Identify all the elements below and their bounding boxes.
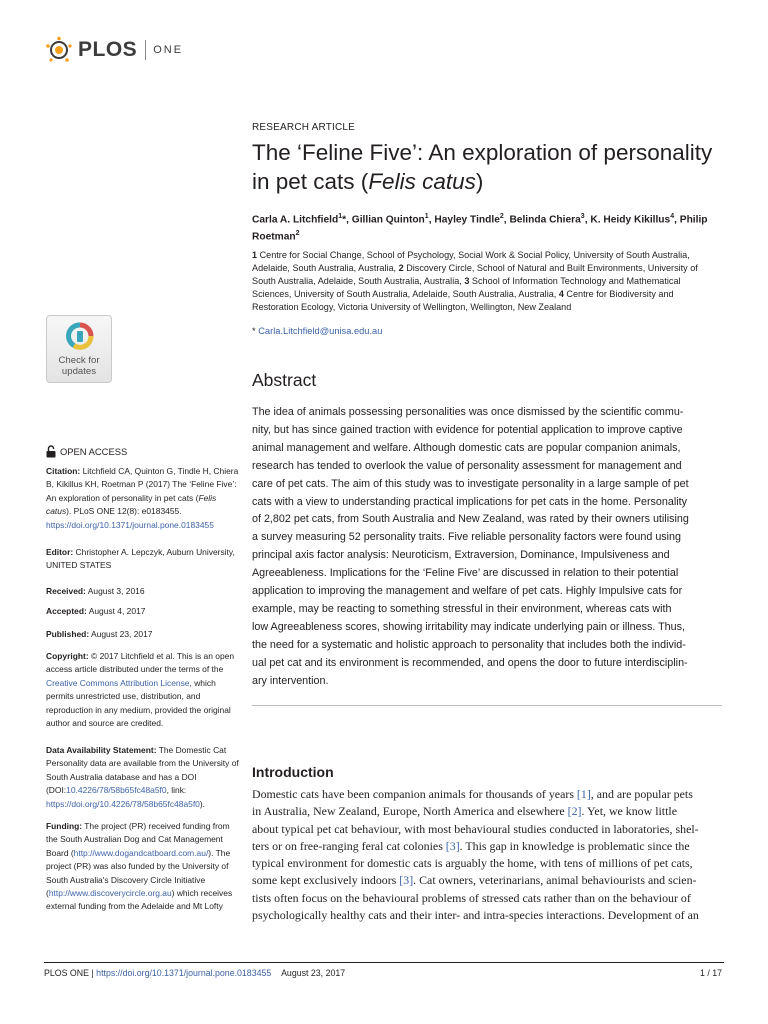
abstract-line: Agreeableness. Implications for the ‘Feline Five’ are discussed in relation to their potential: [252, 567, 679, 580]
author-affiliation-number: 1: [424, 213, 429, 220]
accepted-date: Accepted: August 4, 2017: [46, 606, 146, 616]
abstract-line: the need for a systematic and holistic approach to personality that includes both the individ-: [252, 638, 686, 651]
intro-line: in Australia, New Zealand, Europe, North America and elsewhere [2]. Yet, we know little: [252, 804, 677, 819]
affiliation-text: Discovery Circle, School of Natural and Built Environments, University of South Australia, Adelaide, South Australia, Australia,: [252, 263, 698, 286]
published-date: Published: August 23, 2017: [46, 629, 153, 639]
author-affiliation-number: 2: [499, 213, 504, 220]
author-name: K. Heidy Kikillus: [590, 214, 671, 226]
check-updates-label: Check for updates: [58, 355, 100, 377]
citation: Citation: Litchfield CA, Quinton G, Tindle H, Chiera B, Kikillus KH, Roetman P (2017) The ‘Feline Five’: An exploration of personality in pet cats (Felis catus). PLoS ONE 12(8): e0183455. https://doi.org/10.1371/journal.pone.0183455: [46, 466, 239, 530]
abstract-line: of 2,802 pet cats, from South Australia and New Zealand, was rated by their owners utilising: [252, 513, 689, 526]
affiliation-text: Centre for Social Change, School of Psychology, Social Work & Social Policy, University of South Australia, Adelaide, South Australia, Australia,: [252, 250, 690, 273]
title-line-2: in pet cats (Felis catus): [252, 169, 484, 194]
journal-name: ONE: [153, 44, 184, 56]
corresponding-star: *: [252, 326, 256, 336]
introduction-body: [252, 786, 720, 924]
species-name: Felis catus: [368, 169, 476, 194]
reference-link[interactable]: [3]: [399, 873, 414, 888]
article-type: RESEARCH ARTICLE: [252, 122, 356, 133]
footer-doi-link[interactable]: https://doi.org/10.1371/journal.pone.0183455: [96, 968, 272, 978]
intro-line: about typical pet cat behaviour, with most behavioural studies conducted in laboratories, shel-: [252, 821, 699, 836]
intro-line: some kept exclusively indoors [3]. Cat owners, veterinarians, animal behaviourists and scien-: [252, 873, 697, 888]
corresponding-email[interactable]: [252, 326, 720, 336]
footer-date: August 23, 2017: [281, 968, 346, 978]
abstract-body: [252, 404, 720, 691]
logo-separator: [145, 40, 146, 60]
author-affiliation-number: 3: [580, 213, 585, 220]
section-divider: [252, 705, 722, 706]
check-updates-icon: [66, 322, 94, 350]
footer-info: PLOS ONE | https://doi.org/10.1371/journal.pone.0183455 August 23, 2017: [44, 968, 346, 978]
intro-line: Domestic cats have been companion animals for thousands of years [1], and are popular pets: [252, 787, 693, 801]
author-name: Carla A. Litchfield: [252, 214, 339, 226]
funding-link-1[interactable]: http://www.dogandcatboard.com.au/: [73, 847, 209, 858]
title-line-1: The ‘Feline Five’: An exploration of personality: [252, 140, 713, 165]
affiliation-number: 2: [398, 263, 404, 273]
open-lock-icon: [46, 445, 56, 458]
open-access-label: OPEN ACCESS: [46, 445, 127, 458]
affiliation-text: Centre for Biodiversity and Restoration Ecology, Victoria University of Wellington, Wellington, New Zealand: [252, 289, 674, 312]
reference-link[interactable]: [3]: [445, 838, 460, 853]
plos-wordmark: PLOS: [78, 38, 138, 61]
license-link[interactable]: Creative Commons Attribution License: [46, 677, 190, 688]
intro-line: psychologically healthy cats and their inter- and intra-species interactions. Development of an: [252, 908, 699, 923]
abstract-line: a survey measuring 52 personality traits. Five reliable personality factors were found using: [252, 531, 682, 544]
email-link[interactable]: Carla.Litchfield@unisa.edu.au: [258, 326, 383, 336]
abstract-line: ary intervention.: [252, 674, 329, 687]
abstract-heading: Abstract: [252, 370, 317, 390]
affiliation-number: 3: [464, 276, 470, 286]
author-name: Philip Roetman: [252, 214, 708, 243]
abstract-line: nity, but has since gained traction with evidence for potential application to improve captive: [252, 423, 683, 436]
intro-line: tists often focus on the behavioural problems of stressed cats rather than on the behaviour of: [252, 890, 691, 905]
data-link[interactable]: https://doi.org/10.4226/78/58b65fc48a5f0: [46, 798, 200, 809]
intro-line: ters or on free-ranging feral cat colonies [3]. This gap in knowledge is problematic since the: [252, 838, 690, 853]
abstract-line: ual pet cat and its environment is recommended, and opens the door to future interdisciplin-: [252, 656, 688, 669]
abstract-line: principal axis factor analysis: Neuroticism, Extraversion, Dominance, Impulsiveness and: [252, 549, 670, 562]
data-doi-link[interactable]: 10.4226/78/58b65fc48a5f0: [66, 785, 167, 796]
abstract-line: The idea of animals possessing personalities was once dismissed by the scientific commu-: [252, 406, 684, 418]
abstract-line: example, may be reacting to something stressful in their environment, whereas cats with: [252, 602, 672, 615]
author-affiliation-number: 1: [338, 213, 343, 220]
affiliation-text: School of Information Technology and Mathematical Sciences, University of South Australia, Adelaide, South Australia, Australia,: [252, 276, 681, 299]
page-number: 1 / 17: [699, 968, 722, 978]
reference-link[interactable]: [2]: [567, 804, 582, 819]
check-for-updates-badge[interactable]: [46, 315, 112, 383]
abstract-line: low Agreeableness scores, showing irritability may indicate underlying pain or illness. Thus,: [252, 620, 686, 633]
received-date: Received: August 3, 2016: [46, 586, 145, 596]
abstract-line: cats with a view to understanding practical implications for pet cats in the home. Personality: [252, 495, 687, 508]
citation-doi-link[interactable]: https://doi.org/10.1371/journal.pone.0183455: [46, 519, 214, 530]
copyright: Copyright: © 2017 Litchfield et al. This is an open access article distributed under the terms of the Creative Commons Attribution License, which permits unrestricted use, distribution, and reproduction in any medium, provided the original author and source are credited.: [46, 651, 235, 729]
reference-link[interactable]: [1]: [576, 787, 591, 801]
funding: Funding: The project (PR) received funding from the South Australian Dog and Cat Management Board (http://www.dogandcatboard.com.au/). The project (PR) was also funded by the University of South Australia's Discovery Circle Initiative (http://www.discoverycircle.org.au) which receives external funding from the Adelaide and Mt Lofty: [46, 821, 233, 912]
author-name: Belinda Chiera: [509, 214, 581, 226]
editor: Editor: Christopher A. Lepczyk, Auburn University, UNITED STATES: [46, 547, 235, 571]
abstract-line: application to improving the management and welfare of pet cats. Highly Impulsive cats for: [252, 585, 683, 598]
introduction-heading: Introduction: [252, 764, 334, 780]
affiliation-number: 1: [252, 250, 258, 260]
footer-rule: [44, 962, 724, 963]
abstract-line: research has tended to overlook the value of personality assessment for management and: [252, 459, 682, 472]
author-list: Carla A. Litchfield$^1$*, Gillian Quinton$^1$, Hayley Tindle$^2$, Belinda Chiera$^3$, K. Heidy Kikillus$^4$, Philip Roetman$^2$: [252, 213, 708, 243]
author-name: Hayley Tindle: [434, 214, 500, 226]
author-affiliation-number: 2: [295, 230, 300, 238]
article-title: [252, 138, 720, 196]
plos-one-logo: [44, 34, 183, 66]
data-availability: Data Availability Statement: The Domestic Cat Personality data are available from the University of South Australia database and has a DOI (DOI:10.4226/78/58b65fc48a5f0, link: https://doi.org/10.4226/78/58b65fc48a5f0).: [46, 745, 239, 809]
affiliation-number: 4: [558, 289, 564, 299]
affiliations: [252, 249, 720, 314]
author-name: Gillian Quinton: [351, 214, 425, 226]
intro-line: typical environment for domestic cats is arguably the home, with tens of millions of pet cats,: [252, 856, 693, 871]
author-affiliation-number: 4: [670, 213, 675, 220]
plos-logo-icon: [44, 35, 74, 65]
funding-link-2[interactable]: http://www.discoverycircle.org.au: [48, 888, 172, 899]
abstract-line: animal management and welfare. Although domestic cats are popular companion animals,: [252, 441, 681, 454]
abstract-line: care of pet cats. The aim of this study was to investigate personality in a large sample of pet: [252, 477, 689, 490]
